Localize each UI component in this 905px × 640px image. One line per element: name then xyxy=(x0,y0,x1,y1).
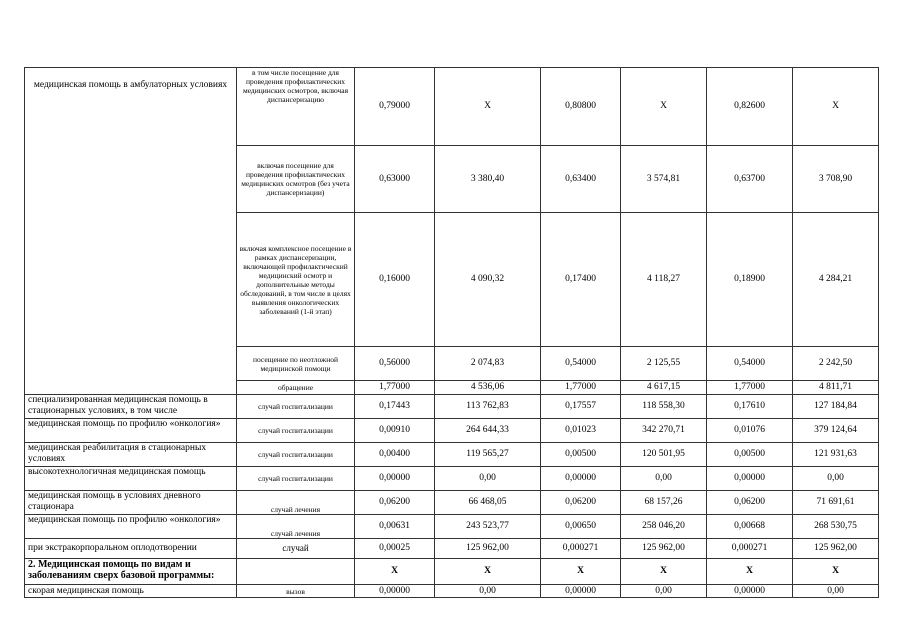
cell-value: 3 574,81 xyxy=(621,146,707,213)
table-row xyxy=(25,585,879,598)
cell-value: 0,00000 xyxy=(355,467,435,491)
row-unit: случай лечения xyxy=(237,491,355,515)
cell-value: X xyxy=(435,68,541,146)
cell-value: 0,79000 xyxy=(355,68,435,146)
cell-value: 66 468,05 xyxy=(435,491,541,515)
cell-value: 0,63000 xyxy=(355,146,435,213)
row-unit: в том числе посещение для проведения профилактических медицинских осмотров, включая диспансеризацию xyxy=(237,68,355,146)
table-row xyxy=(25,395,879,419)
cell-value: 4 617,15 xyxy=(621,381,707,395)
cell-value: 0,06200 xyxy=(541,491,621,515)
table-row xyxy=(25,443,879,467)
row-name: медицинская помощь в условиях дневного стационара xyxy=(25,491,237,515)
cell-value: X xyxy=(621,559,707,585)
cell-value: 258 046,20 xyxy=(621,515,707,539)
cell-value: 0,00 xyxy=(621,467,707,491)
cell-value: 127 184,84 xyxy=(793,395,879,419)
cell-value: X xyxy=(793,559,879,585)
cell-value: 120 501,95 xyxy=(621,443,707,467)
cell-value: 264 644,33 xyxy=(435,419,541,443)
cell-value: 113 762,83 xyxy=(435,395,541,419)
row-unit: случай госпитализации xyxy=(237,467,355,491)
cell-value: 1,77000 xyxy=(541,381,621,395)
cell-value: 0,000271 xyxy=(707,539,793,559)
cell-value: 4 118,27 xyxy=(621,213,707,347)
cell-value: 2 074,83 xyxy=(435,347,541,381)
cell-value: 0,00 xyxy=(621,585,707,598)
row-unit: случай лечения xyxy=(237,515,355,539)
row-unit xyxy=(237,559,355,585)
cell-value: 0,82600 xyxy=(707,68,793,146)
table-row xyxy=(25,68,879,146)
cell-value: 0,00 xyxy=(793,585,879,598)
cell-value: 342 270,71 xyxy=(621,419,707,443)
row-unit: вызов xyxy=(237,585,355,598)
row-unit: случай госпитализации xyxy=(237,419,355,443)
row-unit: включая комплексное посещение в рамках диспансеризации, включающей профилактический медицинский осмотр и дополнительные методы обследований, в том числе в целях выявления онкологических заболеваний (1-й этап) xyxy=(237,213,355,347)
cell-value: 0,17610 xyxy=(707,395,793,419)
row-unit: посещение по неотложной медицинской помощи xyxy=(237,347,355,381)
cell-value: 0,00 xyxy=(793,467,879,491)
cell-value: 0,01023 xyxy=(541,419,621,443)
cell-value: X xyxy=(707,559,793,585)
cell-value: 0,17400 xyxy=(541,213,621,347)
cell-value: 118 558,30 xyxy=(621,395,707,419)
cell-value: 0,54000 xyxy=(707,347,793,381)
cell-value: 0,17557 xyxy=(541,395,621,419)
cell-value: 0,17443 xyxy=(355,395,435,419)
cell-value: 0,18900 xyxy=(707,213,793,347)
cell-value: 2 125,55 xyxy=(621,347,707,381)
cell-value: X xyxy=(435,559,541,585)
cell-value: 268 530,75 xyxy=(793,515,879,539)
row-name: высокотехнологичная медицинская помощь xyxy=(25,467,237,491)
cell-value: 0,00500 xyxy=(707,443,793,467)
cell-value: 0,00025 xyxy=(355,539,435,559)
cell-value: 0,00910 xyxy=(355,419,435,443)
cell-value: 0,00 xyxy=(435,585,541,598)
cell-value: 0,80800 xyxy=(541,68,621,146)
cell-value: 0,00668 xyxy=(707,515,793,539)
row-unit: обращение xyxy=(237,381,355,395)
cell-value: 0,00000 xyxy=(707,467,793,491)
row-unit: случай госпитализации xyxy=(237,443,355,467)
cell-value: 0,000271 xyxy=(541,539,621,559)
cell-value: X xyxy=(541,559,621,585)
cell-value: X xyxy=(621,68,707,146)
cell-value: 3 380,40 xyxy=(435,146,541,213)
cell-value: 0,01076 xyxy=(707,419,793,443)
row-unit: включая посещение для проведения профилактических медицинских осмотров (без учета диспансеризации) xyxy=(237,146,355,213)
cell-value: 0,06200 xyxy=(707,491,793,515)
row-name: скорая медицинская помощь xyxy=(25,585,237,598)
row-name: при экстракорпоральном оплодотворении xyxy=(25,539,237,559)
cell-value: 2 242,50 xyxy=(793,347,879,381)
table-row xyxy=(25,539,879,559)
cell-value: 243 523,77 xyxy=(435,515,541,539)
cell-value: 0,00400 xyxy=(355,443,435,467)
cell-value: 4 090,32 xyxy=(435,213,541,347)
table-row xyxy=(25,491,879,515)
cell-value: 4 284,21 xyxy=(793,213,879,347)
cell-value: 0,00631 xyxy=(355,515,435,539)
row-name: медицинская помощь по профилю «онкология» xyxy=(25,515,237,539)
row-unit: случай xyxy=(237,539,355,559)
cell-value: X xyxy=(355,559,435,585)
norms-table xyxy=(24,67,879,598)
row-name: медицинская реабилитация в стационарных условиях xyxy=(25,443,237,467)
cell-value: 121 931,63 xyxy=(793,443,879,467)
cell-value: 0,16000 xyxy=(355,213,435,347)
cell-value: 1,77000 xyxy=(707,381,793,395)
cell-value: 0,00 xyxy=(435,467,541,491)
cell-value: 125 962,00 xyxy=(621,539,707,559)
row-name: специализированная медицинская помощь в стационарных условиях, в том числе xyxy=(25,395,237,419)
table-row xyxy=(25,419,879,443)
row-unit: случай госпитализации xyxy=(237,395,355,419)
cell-value: 68 157,26 xyxy=(621,491,707,515)
cell-value: 0,00000 xyxy=(541,585,621,598)
cell-value: 0,63700 xyxy=(707,146,793,213)
table-row xyxy=(25,515,879,539)
cell-value: 0,63400 xyxy=(541,146,621,213)
cell-value: 4 536,06 xyxy=(435,381,541,395)
cell-value: 0,00000 xyxy=(541,467,621,491)
table-row xyxy=(25,467,879,491)
row-name: медицинская помощь по профилю «онкология» xyxy=(25,419,237,443)
cell-value: 0,00500 xyxy=(541,443,621,467)
cell-value: 0,00000 xyxy=(707,585,793,598)
cell-value: 71 691,61 xyxy=(793,491,879,515)
cell-value: 3 708,90 xyxy=(793,146,879,213)
cell-value: 0,00650 xyxy=(541,515,621,539)
cell-value: 1,77000 xyxy=(355,381,435,395)
cell-value: 379 124,64 xyxy=(793,419,879,443)
section-heading: 2. Медицинская помощь по видам и заболеваниям сверх базовой программы: xyxy=(25,559,237,585)
cell-value: 4 811,71 xyxy=(793,381,879,395)
row-name: медицинская помощь в амбулаторных условиях xyxy=(25,68,237,395)
cell-value: 0,00000 xyxy=(355,585,435,598)
cell-value: 125 962,00 xyxy=(435,539,541,559)
cell-value: 119 565,27 xyxy=(435,443,541,467)
cell-value: X xyxy=(793,68,879,146)
table-row xyxy=(25,559,879,585)
cell-value: 125 962,00 xyxy=(793,539,879,559)
cell-value: 0,56000 xyxy=(355,347,435,381)
cell-value: 0,06200 xyxy=(355,491,435,515)
cell-value: 0,54000 xyxy=(541,347,621,381)
